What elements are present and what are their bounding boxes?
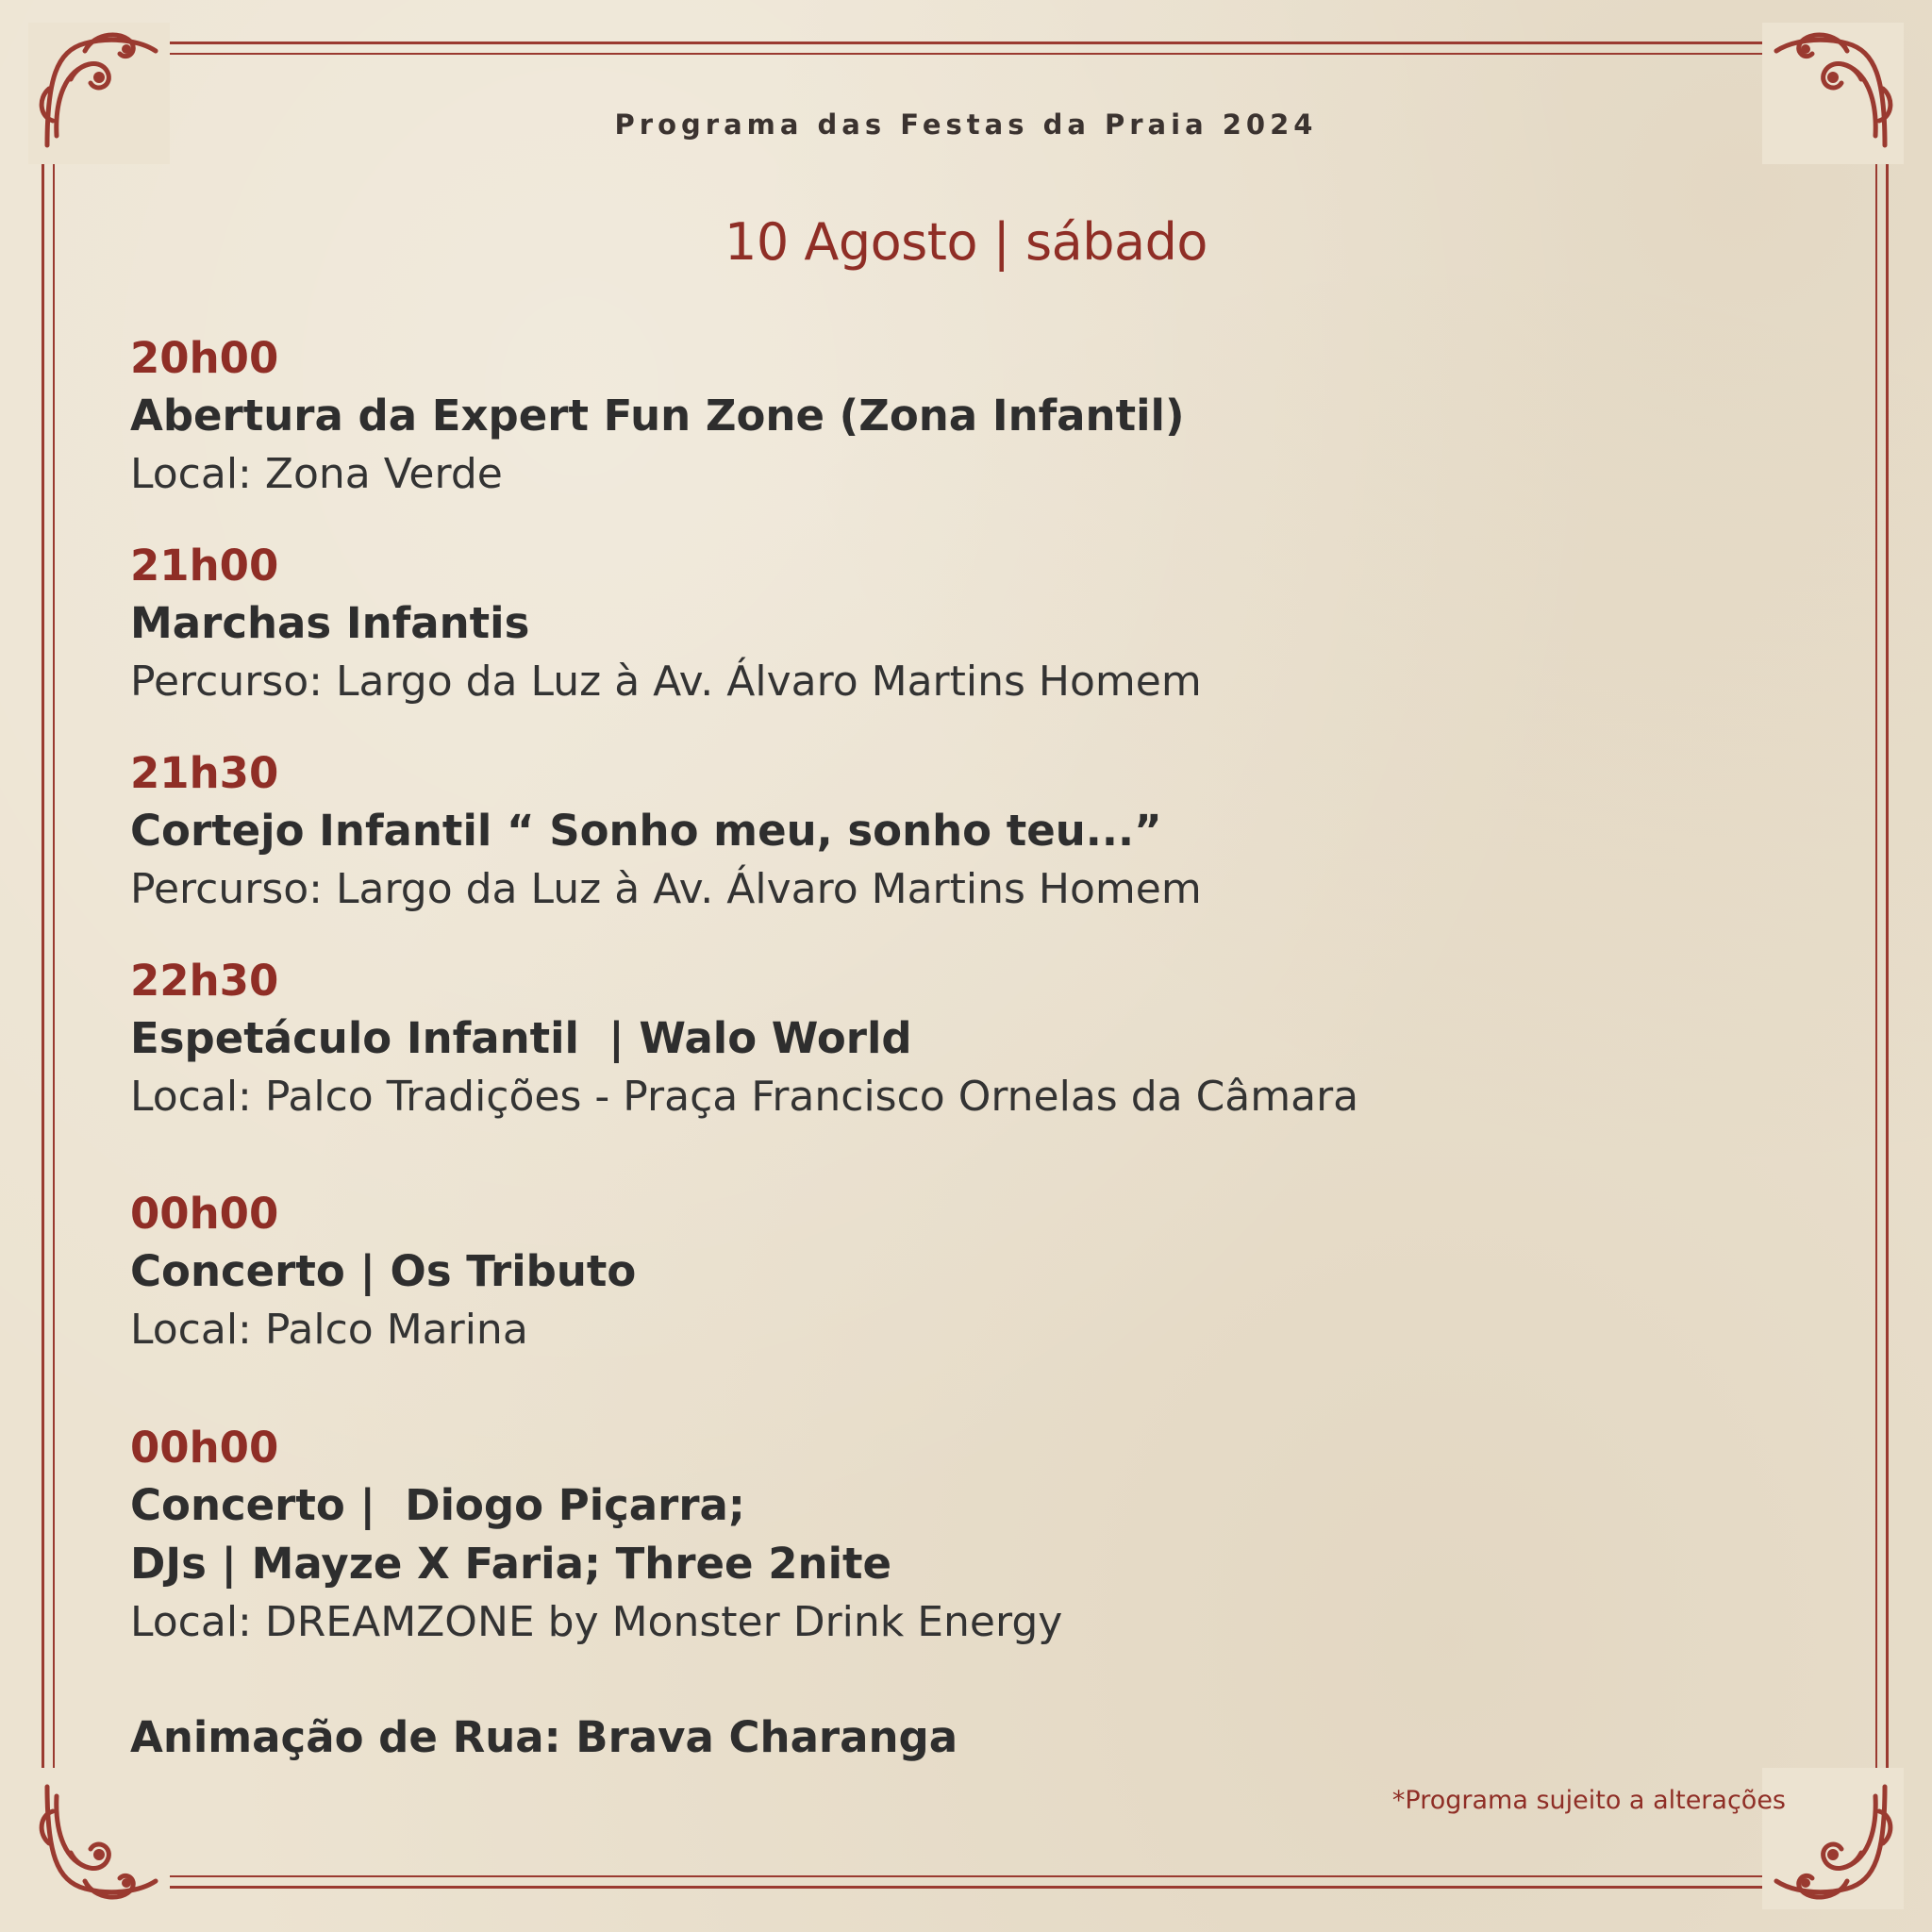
ornament-corner-bottom-left-icon xyxy=(28,1768,170,1909)
event-time: 20h00 xyxy=(130,333,279,383)
event-location: Percurso: Largo da Luz à Av. Álvaro Martins Homem xyxy=(130,865,1202,913)
event-title: Espetáculo Infantil | Walo World xyxy=(130,1013,912,1063)
event-location: Local: DREAMZONE by Monster Drink Energy xyxy=(130,1598,1063,1646)
ornament-corner-top-right-icon xyxy=(1762,23,1904,164)
event-item xyxy=(130,745,1202,919)
program-date-heading: 10 Agosto | sábado xyxy=(724,212,1208,272)
event-title-second-line: DJs | Mayze X Faria; Three 2nite xyxy=(130,1539,892,1589)
program-disclaimer: *Programa sujeito a alterações xyxy=(1391,1786,1786,1815)
street-animation-note: Animação de Rua: Brava Charanga xyxy=(130,1712,958,1762)
event-title: Cortejo Infantil “ Sonho meu, sonho teu...” xyxy=(130,806,1162,856)
event-title: Concerto | Os Tributo xyxy=(130,1246,637,1296)
event-title: Abertura da Expert Fun Zone (Zona Infantil) xyxy=(130,391,1185,441)
event-time: 21h30 xyxy=(130,748,279,798)
ornament-corner-top-left-icon xyxy=(28,23,170,164)
event-location: Local: Palco Tradições - Praça Francisco Ornelas da Câmara xyxy=(130,1073,1359,1121)
event-time: 21h00 xyxy=(130,541,279,591)
event-location: Percurso: Largo da Luz à Av. Álvaro Martins Homem xyxy=(130,658,1202,706)
event-time: 00h00 xyxy=(130,1423,279,1473)
event-item xyxy=(130,330,1185,504)
event-time: 22h30 xyxy=(130,956,279,1006)
event-item xyxy=(130,953,1358,1126)
event-time: 00h00 xyxy=(130,1189,279,1239)
event-location: Local: Zona Verde xyxy=(130,450,503,498)
program-header-title: Programa das Festas da Praia 2024 xyxy=(614,108,1318,141)
event-item xyxy=(130,538,1202,711)
event-location: Local: Palco Marina xyxy=(130,1306,528,1354)
event-title: Marchas Infantis xyxy=(130,598,530,648)
event-title: Concerto | Diogo Piçarra; xyxy=(130,1480,745,1530)
event-item xyxy=(130,1186,636,1359)
event-item xyxy=(130,1420,1062,1652)
